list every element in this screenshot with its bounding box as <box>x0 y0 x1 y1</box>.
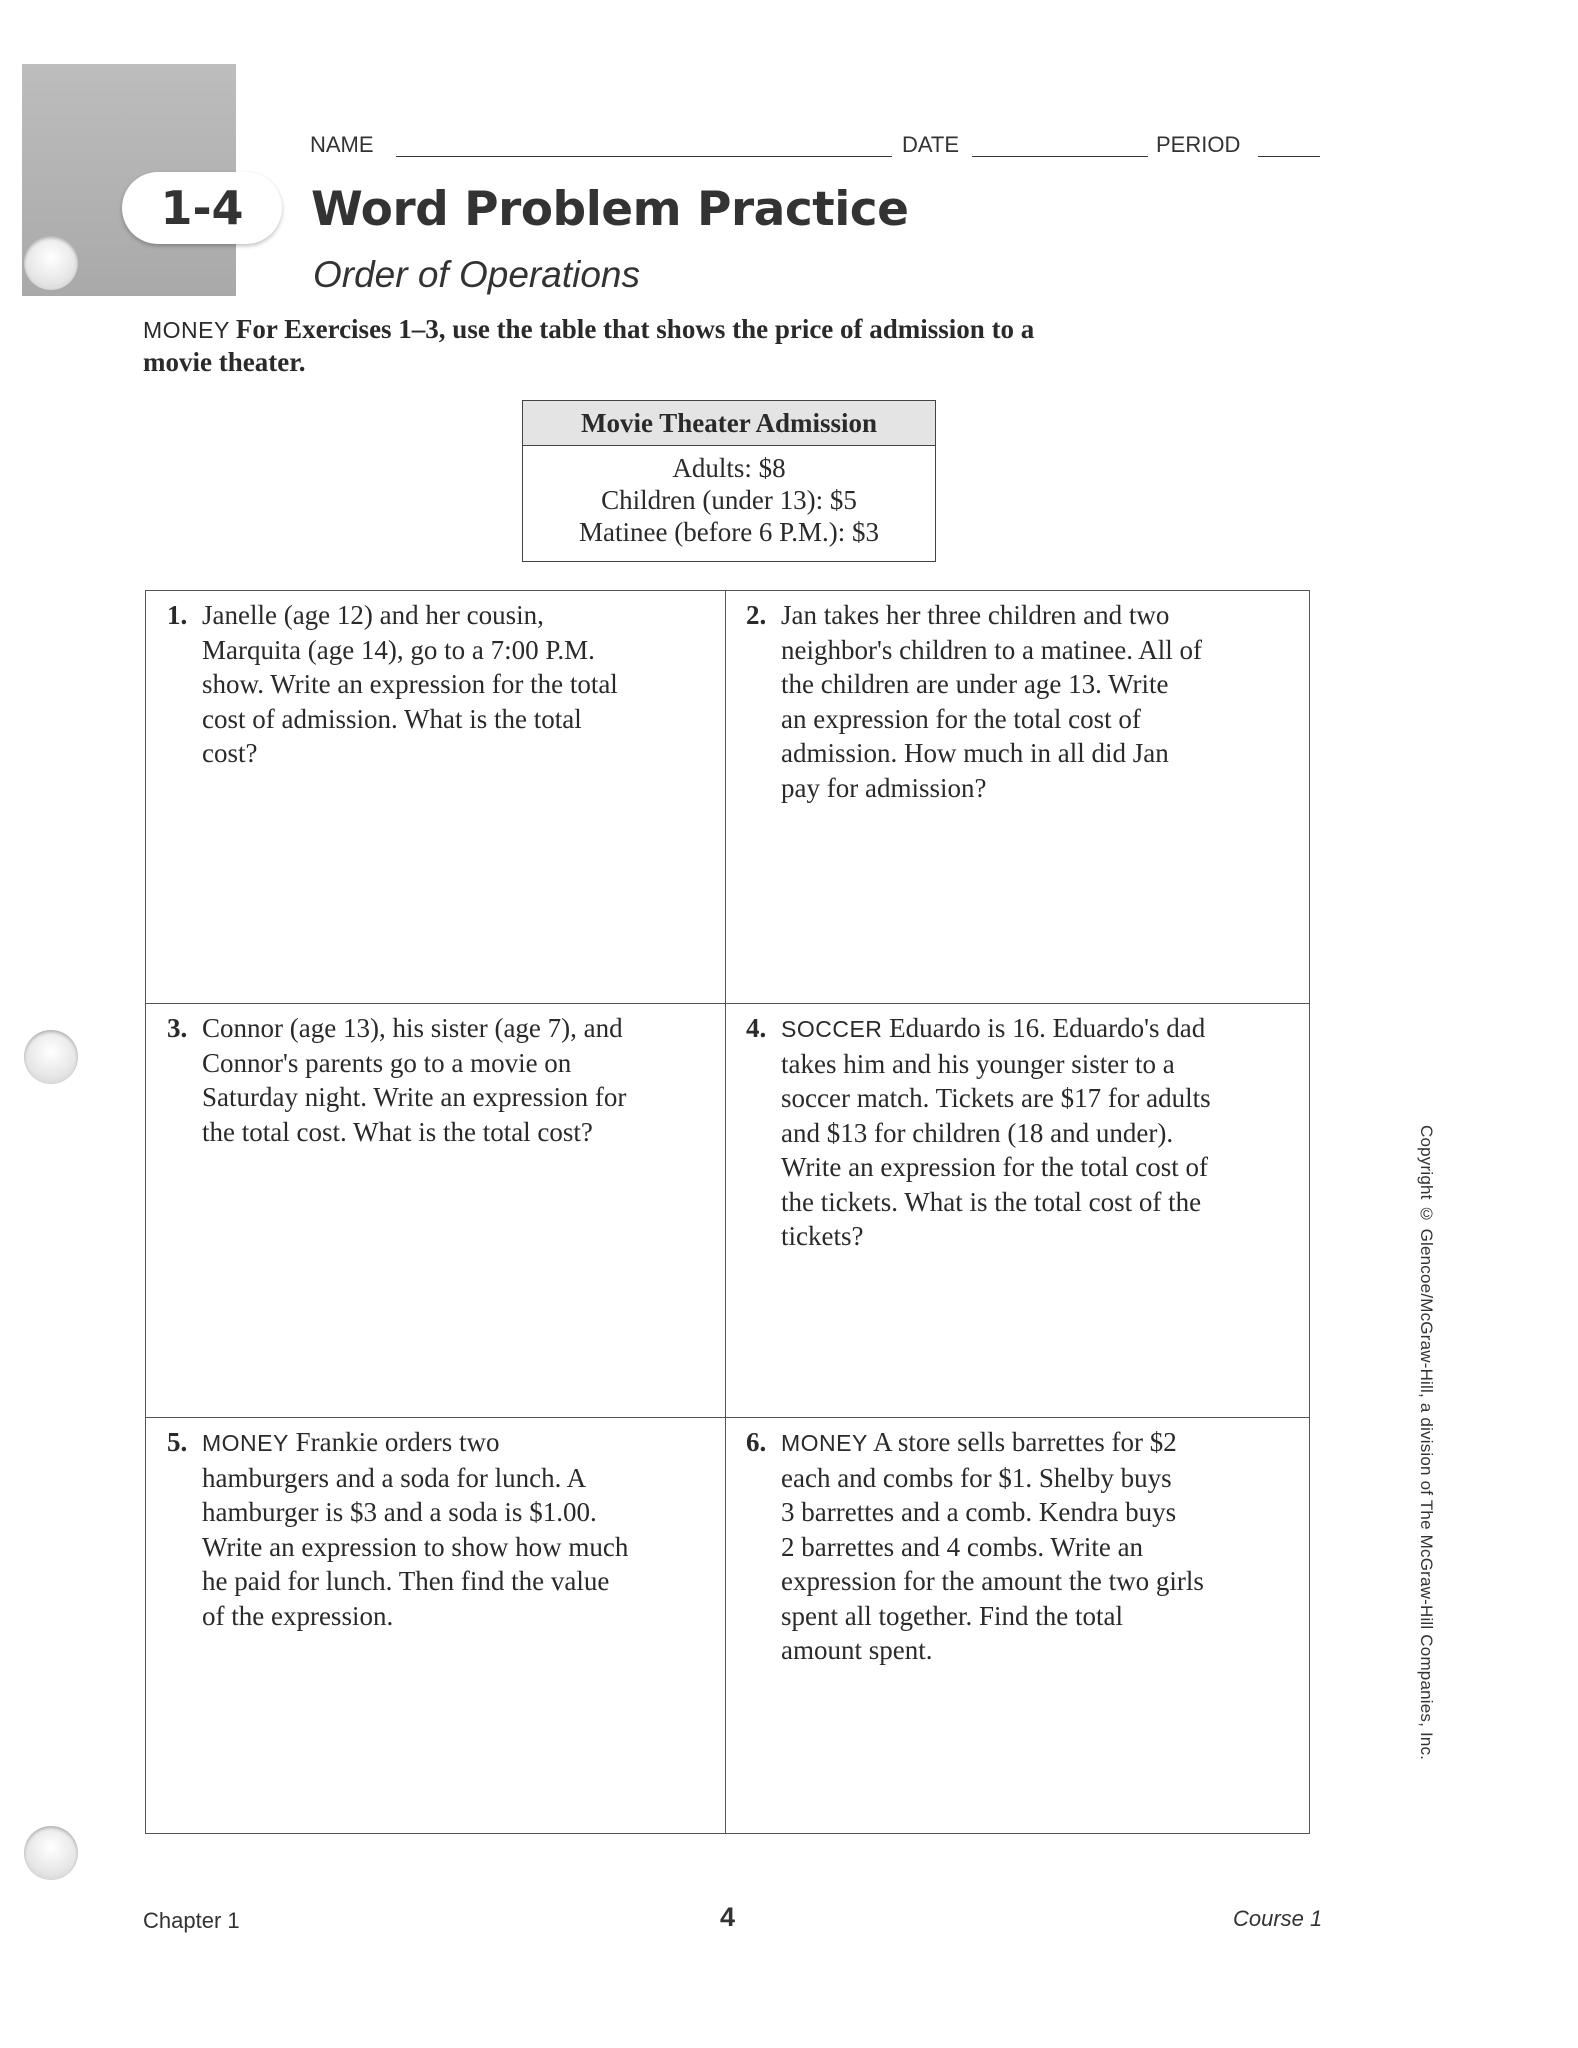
date-label: DATE <box>902 132 960 157</box>
page-subtitle: Order of Operations <box>313 254 640 295</box>
problem-5 <box>167 1425 727 1633</box>
grid-divider <box>725 591 726 1833</box>
footer-page-number: 4 <box>720 1902 736 1932</box>
admission-table <box>522 400 936 562</box>
problem-2 <box>746 598 1306 805</box>
name-field[interactable] <box>396 156 892 157</box>
problem-3 <box>167 1011 727 1149</box>
problem-number: 6. <box>746 1427 767 1457</box>
problem-number: 4. <box>746 1013 767 1043</box>
problem-text: Connor (age 13), his sister (age 7), and Connor's parents go to a movie on Saturday night. Write an expression for the total cost. What is the total cost? <box>202 1013 627 1147</box>
problem-1 <box>167 598 727 771</box>
admission-row: Matinee (before 6 P.M.): $3 <box>579 517 879 547</box>
problem-number: 1. <box>167 600 188 630</box>
problem-text: A store sells barrettes for $2 each and combs for $1. Shelby buys 3 barrettes and a comb. Kendra buys 2 barrettes and 4 combs. Write an expression for the amount the two girls spent all together. Find the total amount spent. <box>781 1427 1204 1665</box>
problem-keyword: SOCCER <box>781 1016 883 1042</box>
problem-number: 3. <box>167 1013 188 1043</box>
problem-text: Janelle (age 12) and her cousin, Marquita (age 14), go to a 7:00 P.M. show. Write an expression for the total cost of admission. What is the total cost? <box>202 600 618 768</box>
grid-divider <box>146 1417 1309 1418</box>
problem-number: 5. <box>167 1427 188 1457</box>
grid-divider <box>146 1003 1309 1004</box>
period-field[interactable] <box>1258 156 1320 157</box>
problem-keyword: MONEY <box>781 1430 868 1456</box>
admission-table-title: Movie Theater Admission <box>523 401 935 446</box>
exercise-intro <box>143 313 1043 378</box>
intro-text: For Exercises 1–3, use the table that shows the price of admission to a movie theater. <box>143 314 1035 377</box>
admission-row: Children (under 13): $5 <box>601 485 857 515</box>
binder-hole <box>24 1030 78 1084</box>
footer-course: Course 1 <box>1233 1906 1323 1931</box>
problem-text: Eduardo is 16. Eduardo's dad takes him and his younger sister to a soccer match. Tickets are $17 for adults and $13 for children (18 and under). Write an expression for the total cost of the tickets. What is the total cost of the tickets? <box>781 1013 1211 1251</box>
footer-chapter: Chapter 1 <box>143 1908 240 1933</box>
period-label: PERIOD <box>1156 132 1241 157</box>
problem-text: Frankie orders two hamburgers and a soda for lunch. A hamburger is $3 and a soda is $1.00. Write an expression to show how much he paid for lunch. Then find the value of the expression. <box>202 1427 629 1631</box>
problem-number: 2. <box>746 600 767 630</box>
admission-row: Adults: $8 <box>672 453 786 483</box>
problem-text: Jan takes her three children and two neighbor's children to a matinee. All of the children are under age 13. Write an expression for the total cost of admission. How much in all did Jan pay for admission? <box>781 600 1203 803</box>
admission-table-body <box>523 446 935 548</box>
name-label: NAME <box>310 132 374 157</box>
binder-hole <box>24 236 78 290</box>
page-title: Word Problem Practice <box>311 182 909 237</box>
problem-keyword: MONEY <box>202 1430 289 1456</box>
binder-hole <box>24 1826 78 1880</box>
date-field[interactable] <box>972 156 1148 157</box>
copyright-notice: Copyright © Glencoe/McGraw-Hill, a division of The McGraw-Hill Companies, Inc. <box>1417 1125 1436 1761</box>
name-date-period-line <box>310 132 1320 162</box>
problem-6 <box>746 1425 1306 1668</box>
lesson-badge: 1-4 <box>122 172 282 244</box>
intro-keyword: MONEY <box>143 317 230 343</box>
problem-4 <box>746 1011 1306 1254</box>
